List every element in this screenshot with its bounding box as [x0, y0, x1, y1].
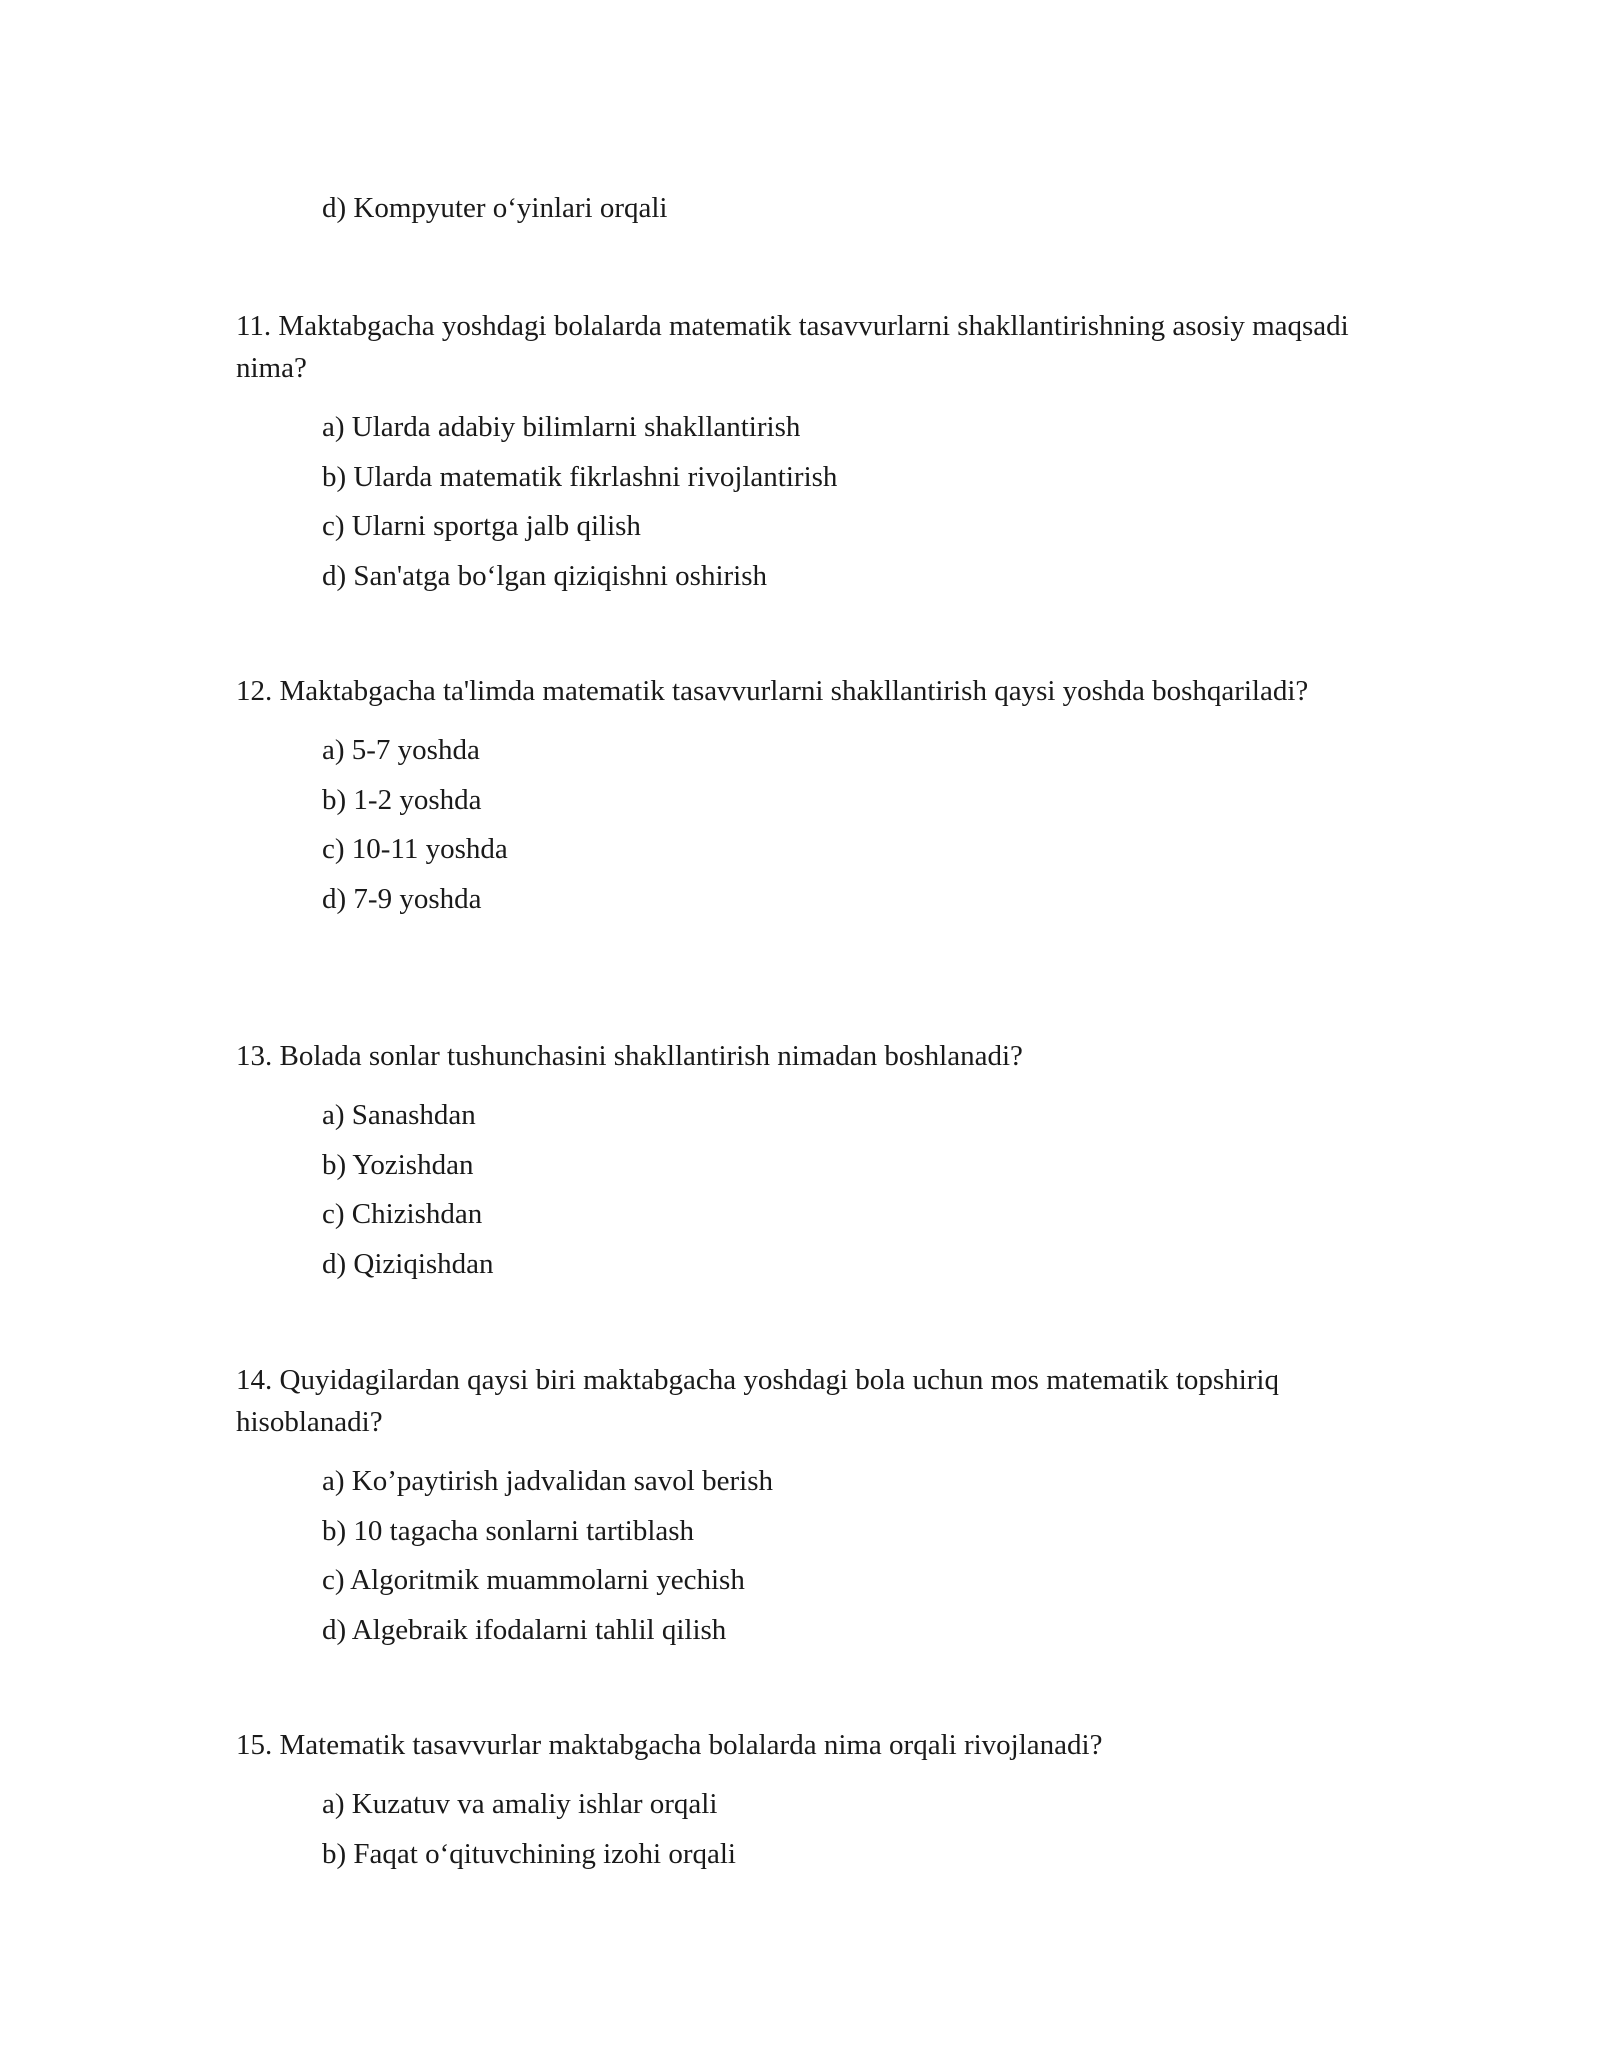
- question-text: 14. Quyidagilardan qaysi biri maktabgacha yoshdagi bola uchun mos matematik topshiriq hisoblanadi?: [236, 1364, 1279, 1438]
- question-text: 11. Maktabgacha yoshdagi bolalarda matematik tasavvurlarni shakllantirishning asosiy maqsadi nima?: [236, 310, 1349, 384]
- question-11: [236, 305, 1396, 601]
- option-a: a) Sanashdan: [322, 1099, 476, 1131]
- option-list: [236, 1780, 1396, 1879]
- option-list: [236, 1457, 1396, 1655]
- option-d: d) San'atga bo‘lgan qiziqishni oshirish: [322, 559, 767, 592]
- option-list: [236, 726, 1396, 924]
- question-15: [236, 1724, 1396, 1879]
- question-13: [236, 1035, 1396, 1289]
- option-b: b) Yozishdan: [322, 1148, 474, 1181]
- question-text: 12. Maktabgacha ta'limda matematik tasavvurlarni shakllantirish qaysi yoshda boshqariladi?: [236, 675, 1309, 707]
- question-12: [236, 670, 1396, 924]
- option-a: a) Kuzatuv va amaliy ishlar orqali: [322, 1788, 718, 1820]
- option-a: a) Ularda adabiy bilimlarni shakllantirish: [322, 411, 801, 443]
- option-b: b) Faqat o‘qituvchining izohi orqali: [322, 1837, 736, 1870]
- option-list: [236, 403, 1396, 601]
- option-a: a) 5-7 yoshda: [322, 734, 480, 766]
- option-b: b) 1-2 yoshda: [322, 783, 482, 816]
- option-c: c) 10-11 yoshda: [322, 833, 508, 865]
- option-d: d) Qiziqishdan: [322, 1247, 494, 1280]
- option-previous-question-d: d) Kompyuter o‘yinlari orqali: [322, 192, 668, 224]
- option-c: c) Chizishdan: [322, 1198, 483, 1230]
- option-d: d) Algebraik ifodalarni tahlil qilish: [322, 1613, 727, 1646]
- option-a: a) Ko’paytirish jadvalidan savol berish: [322, 1465, 773, 1497]
- question-text: 13. Bolada sonlar tushunchasini shakllantirish nimadan boshlanadi?: [236, 1040, 1023, 1072]
- option-list: [236, 1091, 1396, 1289]
- question-14: [236, 1359, 1396, 1655]
- question-text: 15. Matematik tasavvurlar maktabgacha bolalarda nima orqali rivojlanadi?: [236, 1729, 1103, 1761]
- option-d: d) 7-9 yoshda: [322, 882, 482, 915]
- option-b: b) 10 tagacha sonlarni tartiblash: [322, 1514, 695, 1547]
- option-b: b) Ularda matematik fikrlashni rivojlantirish: [322, 460, 838, 493]
- option-c: c) Algoritmik muammolarni yechish: [322, 1564, 745, 1596]
- option-c: c) Ularni sportga jalb qilish: [322, 510, 641, 542]
